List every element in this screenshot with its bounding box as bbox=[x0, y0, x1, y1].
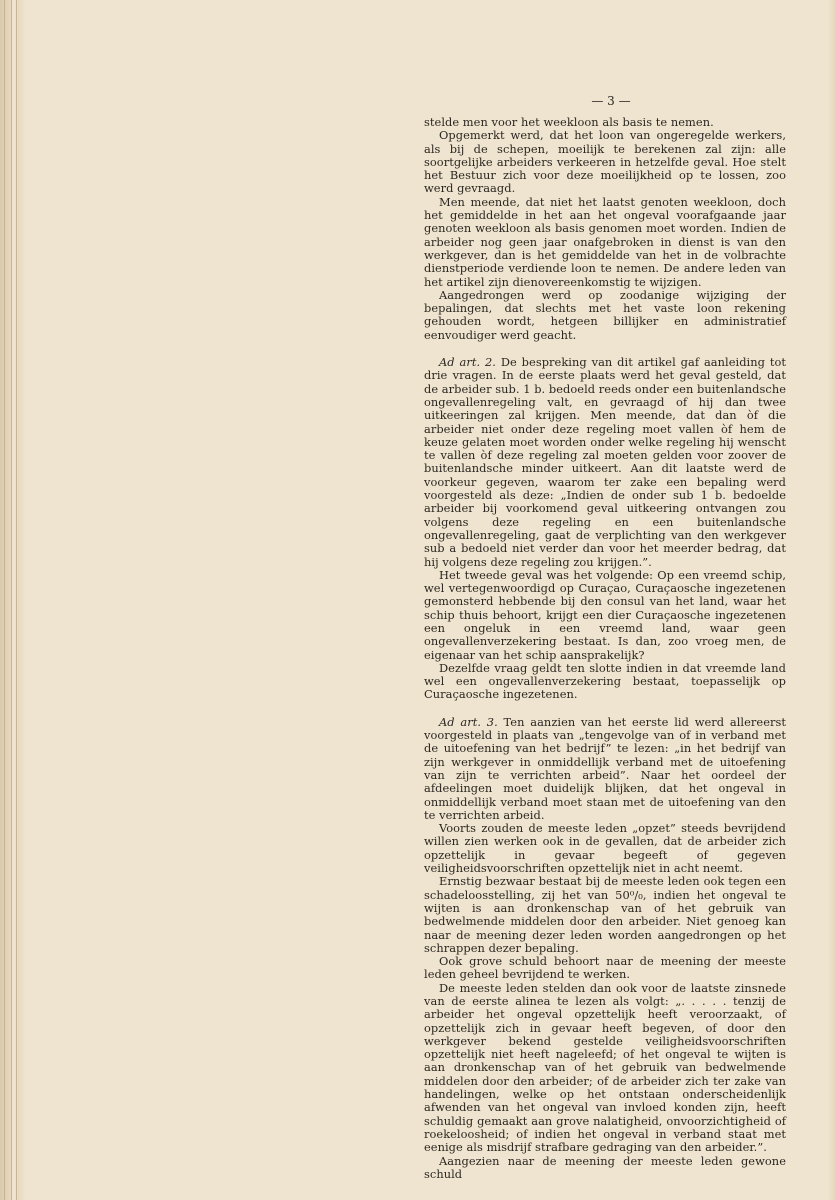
paragraph: Ook grove schuld behoort naar de meening der meeste leden geheel bevrijdend te werken. bbox=[424, 954, 786, 982]
paragraph: Opgemerkt werd, dat het loon van ongeregelde werkers, als bij de schepen, moeilijk te berekenen zal zijn: alle soortgelijke arbeiders verkeeren in hetzelfde geval. Hoe stelt het Bestuur zich voor deze moeilijkheid op te lossen, zoo werd gevraagd. bbox=[424, 128, 786, 196]
paragraph-ad-art-3: Ad art. 3. Ten aanzien van het eerste lid werd allereerst voorgesteld in plaats van „tengevolge van of in verband met de uitoefening van het bedrijf” te lezen: „in het bedrijf van zijn werkgever in onmiddellijk verband met de uitoefening van zijn te verrichten arbeid”. Naar het oordeel der afdeelingen moet duidelijk blijken, dat het ongeval in onmiddellijk verband moet staan met de uitoefening van den te verrichten arbeid. bbox=[424, 714, 787, 822]
paragraph: Ernstig bezwaar bestaat bij de meeste leden ook tegen een schadeloosstelling, zij het van 50⁰/₀, indien het ongeval te wijten is aan dronkenschap van of het gebruik van bedwelmende middelen door den arbeider. Niet genoeg kan naar de meening dezer leden worden aangedrongen op het schrappen dezer bepaling. bbox=[424, 874, 786, 955]
page-binding bbox=[0, 0, 26, 1200]
paragraph: Aangedrongen werd op zoodanige wijziging der bepalingen, dat slechts met het vaste loon rekening gehouden wordt, hetgeen billijker en administratief eenvoudiger werd geacht. bbox=[424, 287, 786, 342]
paragraph: stelde men voor het weekloon als basis te nemen. bbox=[424, 115, 714, 129]
paragraph-ad-art-2: Ad art. 2. De bespreking van dit artikel gaf aanleiding tot drie vragen. In de eerste plaats werd het geval gesteld, dat de arbeider sub. 1 b. bedoeld reeds onder een buitenlandsche ongevallenregeling valt, en gevraagd of hij dan twee uitkeeringen zal krijgen. Men meende, dat dan òf die arbeider niet onder deze regeling moet vallen òf hem de keuze gelaten moet worden onder welke regeling hij wenscht te vallen òf deze regeling zal moeten gelden voor zoover de buitenlandsche minder uitkeert. Aan dit laatste werd de voorkeur gegeven, waarom ter zake een bepaling werd voorgesteld als deze: „Indien de onder sub 1 b. bedoelde arbeider bij voorkomend geval uitkeering ontvangen zou volgens deze regeling en een buitenlandsche ongevallenregeling, gaat de verplichting van den werkgever sub a bedoeld niet verder dan voor het meerder bedrag, dat hij volgens deze regeling zou krijgen.”. bbox=[424, 355, 787, 569]
page-number: — 3 — bbox=[591, 94, 631, 108]
paragraph: Voorts zouden de meeste leden „opzet” steeds bevrijdend willen zien werken ook in de gevallen, dat de arbeider zich opzettelijk in gevaar begeeft of gegeven veiligheidsvoorschriften opzettelijk niet in acht neemt. bbox=[424, 821, 786, 876]
paragraph: Aangezien naar de meening der meeste leden gewone schuld bbox=[424, 1153, 786, 1181]
sheet-edge bbox=[828, 0, 836, 1200]
article-label: Ad art. 3. bbox=[439, 714, 498, 729]
text-column bbox=[424, 116, 786, 1181]
paragraph: Dezelfde vraag geldt ten slotte indien in dat vreemde land wel een ongevallenverzekering bestaat, toepasselijk op Curaçaosche ingezetenen. bbox=[424, 660, 786, 702]
article-label: Ad art. 2. bbox=[439, 355, 496, 370]
paragraph: De meeste leden stelden dan ook voor de laatste zinsnede van de eerste alinea te lezen als volgt: „. . . . . tenzij de arbeider het ongeval opzettelijk heeft veroorzaakt, of opzettelijk zich in gevaar heeft begeven, of door den werkgever bekend gestelde veiligheidsvoorschriften opzettelijk niet heeft nageleefd; of het ongeval te wijten is aan dronkenschap van of het gebruik van bedwelmende middelen door den arbeider; of de arbeider zich ter zake van handelingen, welke op het ontstaan onderscheidenlijk afwenden van het ongeval van invloed konden zijn, heeft schuldig gemaakt aan grove nalatigheid, onvoorzichtigheid of roekeloosheid; of indien het ongeval in verband staat met eenige als misdrijf strafbare gedraging van den arbeider.”. bbox=[424, 980, 786, 1155]
paragraph: Men meende, dat niet het laatst genoten weekloon, doch het gemiddelde in het aan het ongeval voorafgaande jaar genoten weekloon als basis genomen moet worden. Indien de arbeider nog geen jaar onafgebroken in dienst is van den werkgever, dan is het gemiddelde van het in de volbrachte dienstperiode verdiende loon te nemen. De andere leden van het artikel zijn dienovereenkomstig te wijzigen. bbox=[424, 194, 786, 289]
paragraph: Het tweede geval was het volgende: Op een vreemd schip, wel vertegenwoordigd op Curaçao, Curaçaosche ingezetenen gemonsterd hebbende bij den consul van het land, waar het schip thuis behoort, krijgt een dier Curaçaosche ingezetenen een ongeluk in een vreemd land, waar geen ongevallenverzekering bestaat. Is dan, zoo vroeg men, de eigenaar van het schip aansprakelijk? bbox=[424, 567, 786, 662]
